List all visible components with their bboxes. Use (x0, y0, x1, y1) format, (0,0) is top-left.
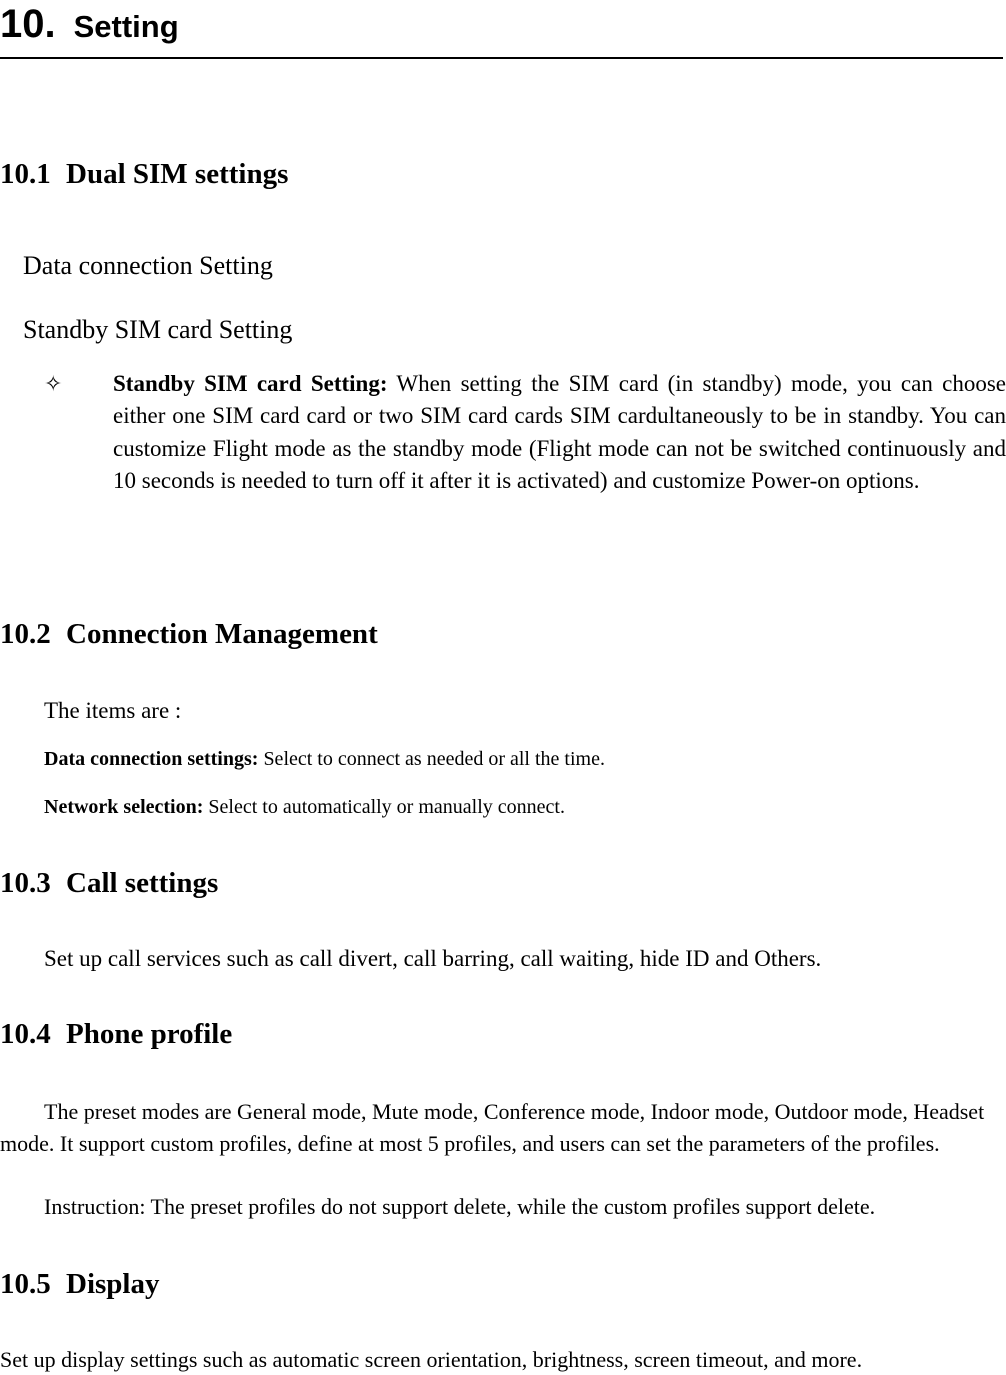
chapter-divider (0, 57, 1003, 59)
section-heading-dual-sim (0, 156, 288, 192)
paragraph-text: The preset modes are General mode, Mute mode, Conference mode, Indoor mode, Outdoor mode, Headset mode. It support custom profiles, define at most 5 profiles, and users can set the parameters of the profiles. (0, 1099, 985, 1156)
item-text: Select to connect as needed or all the time. (258, 748, 605, 770)
items-intro: The items are : (44, 698, 182, 723)
section-title: Dual SIM settings (66, 158, 289, 190)
diamond-bullet-icon: ✧ (44, 372, 63, 397)
subheading-data-connection: Data connection Setting (23, 251, 273, 280)
item-lead: Data connection settings: (44, 748, 259, 770)
standby-sim-description (113, 368, 1006, 498)
section-number: 10.4 (0, 1018, 51, 1050)
section-number: 10.3 (0, 867, 51, 899)
section-heading-display (0, 1266, 159, 1302)
section-title: Connection Management (66, 618, 378, 650)
phone-profile-instruction: Instruction: The preset profiles do not support delete, while the custom profiles support delete. (44, 1194, 876, 1219)
section-title: Display (66, 1268, 160, 1300)
section-title: Phone profile (66, 1018, 233, 1050)
data-connection-settings-item (44, 746, 605, 772)
bullet-lead: Standby SIM card Setting: (113, 371, 388, 396)
network-selection-item (44, 794, 565, 820)
display-description: Set up display settings such as automatic screen orientation, brightness, screen timeout, and more. (0, 1347, 863, 1372)
section-number: 10.5 (0, 1268, 51, 1300)
section-number: 10.1 (0, 158, 51, 190)
section-title: Call settings (66, 867, 219, 899)
section-heading-connection-management (0, 616, 378, 652)
item-lead: Network selection: (44, 796, 204, 818)
phone-profile-paragraph (0, 1096, 990, 1160)
item-text: Select to automatically or manually connect. (203, 796, 565, 818)
section-heading-phone-profile (0, 1016, 232, 1052)
chapter-number: 10. (0, 2, 56, 46)
section-heading-call-settings (0, 865, 218, 901)
subheading-standby-sim: Standby SIM card Setting (23, 315, 293, 344)
chapter-heading (0, 2, 179, 49)
call-settings-description: Set up call services such as call divert, call barring, call waiting, hide ID and Others. (44, 946, 822, 971)
section-number: 10.2 (0, 618, 51, 650)
bullet-text: When setting the SIM card (in standby) mode, you can choose either one SIM card card or two SIM card cards SIM cardultaneously to be in standby. You can customize Flight mode as the standby mode (Flight mode can not be switched continuously and 10 seconds is needed to turn off it after it is activated) and customize Power-on options. (113, 371, 1006, 494)
chapter-title: Setting (73, 9, 179, 44)
